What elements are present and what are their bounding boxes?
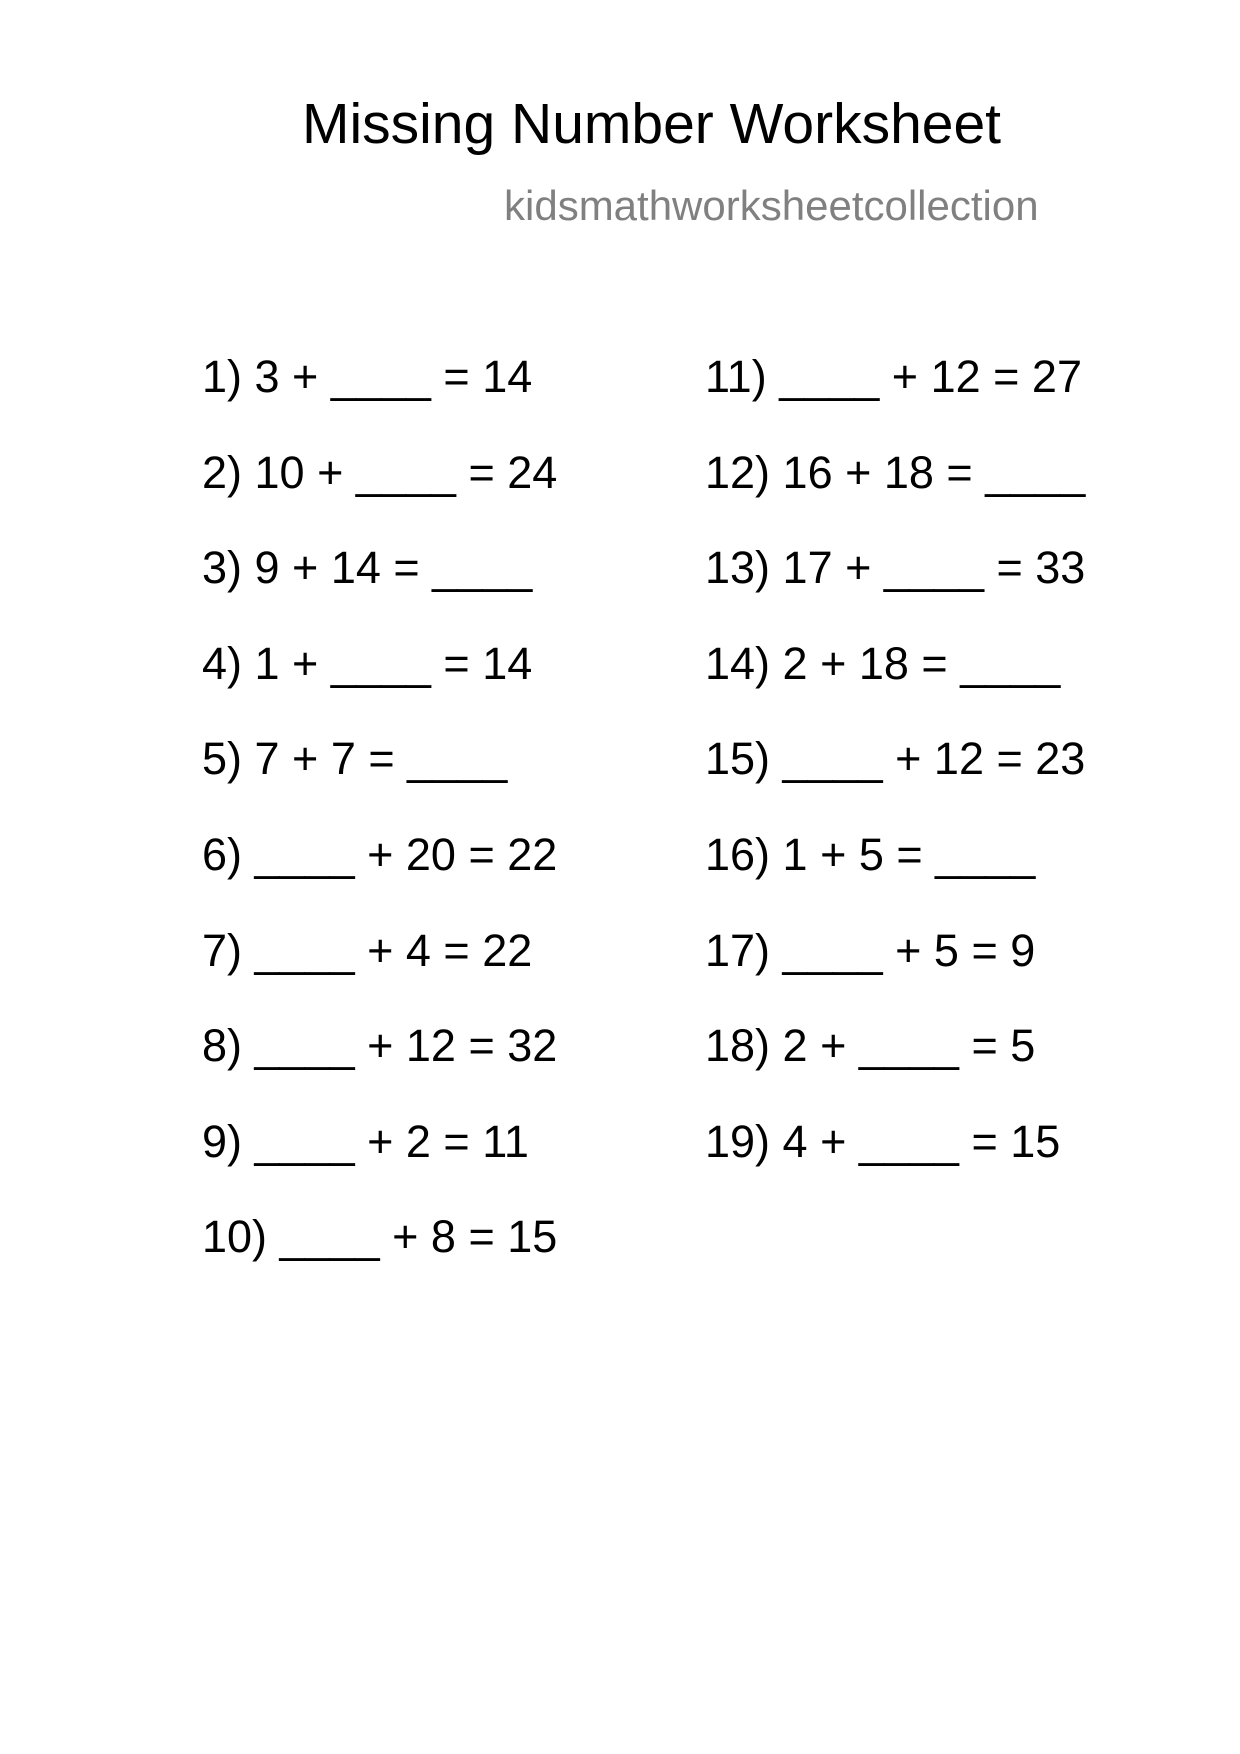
- problem-3: 3) 9 + 14 = ____: [202, 542, 533, 594]
- problem-4: 4) 1 + ____ = 14: [202, 637, 533, 689]
- page-title: Missing Number Worksheet: [302, 92, 1002, 156]
- site-subtitle: kidsmathworksheetcollection: [504, 182, 1039, 229]
- problem-9: 9) ____ + 2 = 11: [202, 1115, 529, 1167]
- problem-19: 19) 4 + ____ = 15: [705, 1115, 1061, 1167]
- problem-2: 2) 10 + ____ = 24: [202, 446, 558, 498]
- problem-1: 1) 3 + ____ = 14: [202, 351, 533, 402]
- problem-8: 8) ____ + 12 = 32: [202, 1020, 558, 1072]
- problem-10: 10) ____ + 8 = 15: [202, 1211, 558, 1263]
- problem-13: 13) 17 + ____ = 33: [705, 542, 1086, 594]
- problem-11: 11) ____ + 12 = 27: [705, 351, 1082, 402]
- problem-7: 7) ____ + 4 = 22: [202, 924, 533, 976]
- problem-6: 6) ____ + 20 = 22: [202, 828, 558, 880]
- problems-left-column: [202, 351, 558, 1310]
- problem-18: 18) 2 + ____ = 5: [705, 1020, 1036, 1072]
- problems-right-column: [705, 351, 1086, 1214]
- problem-17: 17) ____ + 5 = 9: [705, 924, 1036, 976]
- problem-12: 12) 16 + 18 = ____: [705, 446, 1086, 498]
- problem-16: 16) 1 + 5 = ____: [705, 828, 1036, 880]
- problem-5: 5) 7 + 7 = ____: [202, 733, 508, 785]
- problem-14: 14) 2 + 18 = ____: [705, 637, 1061, 689]
- problem-15: 15) ____ + 12 = 23: [705, 733, 1086, 785]
